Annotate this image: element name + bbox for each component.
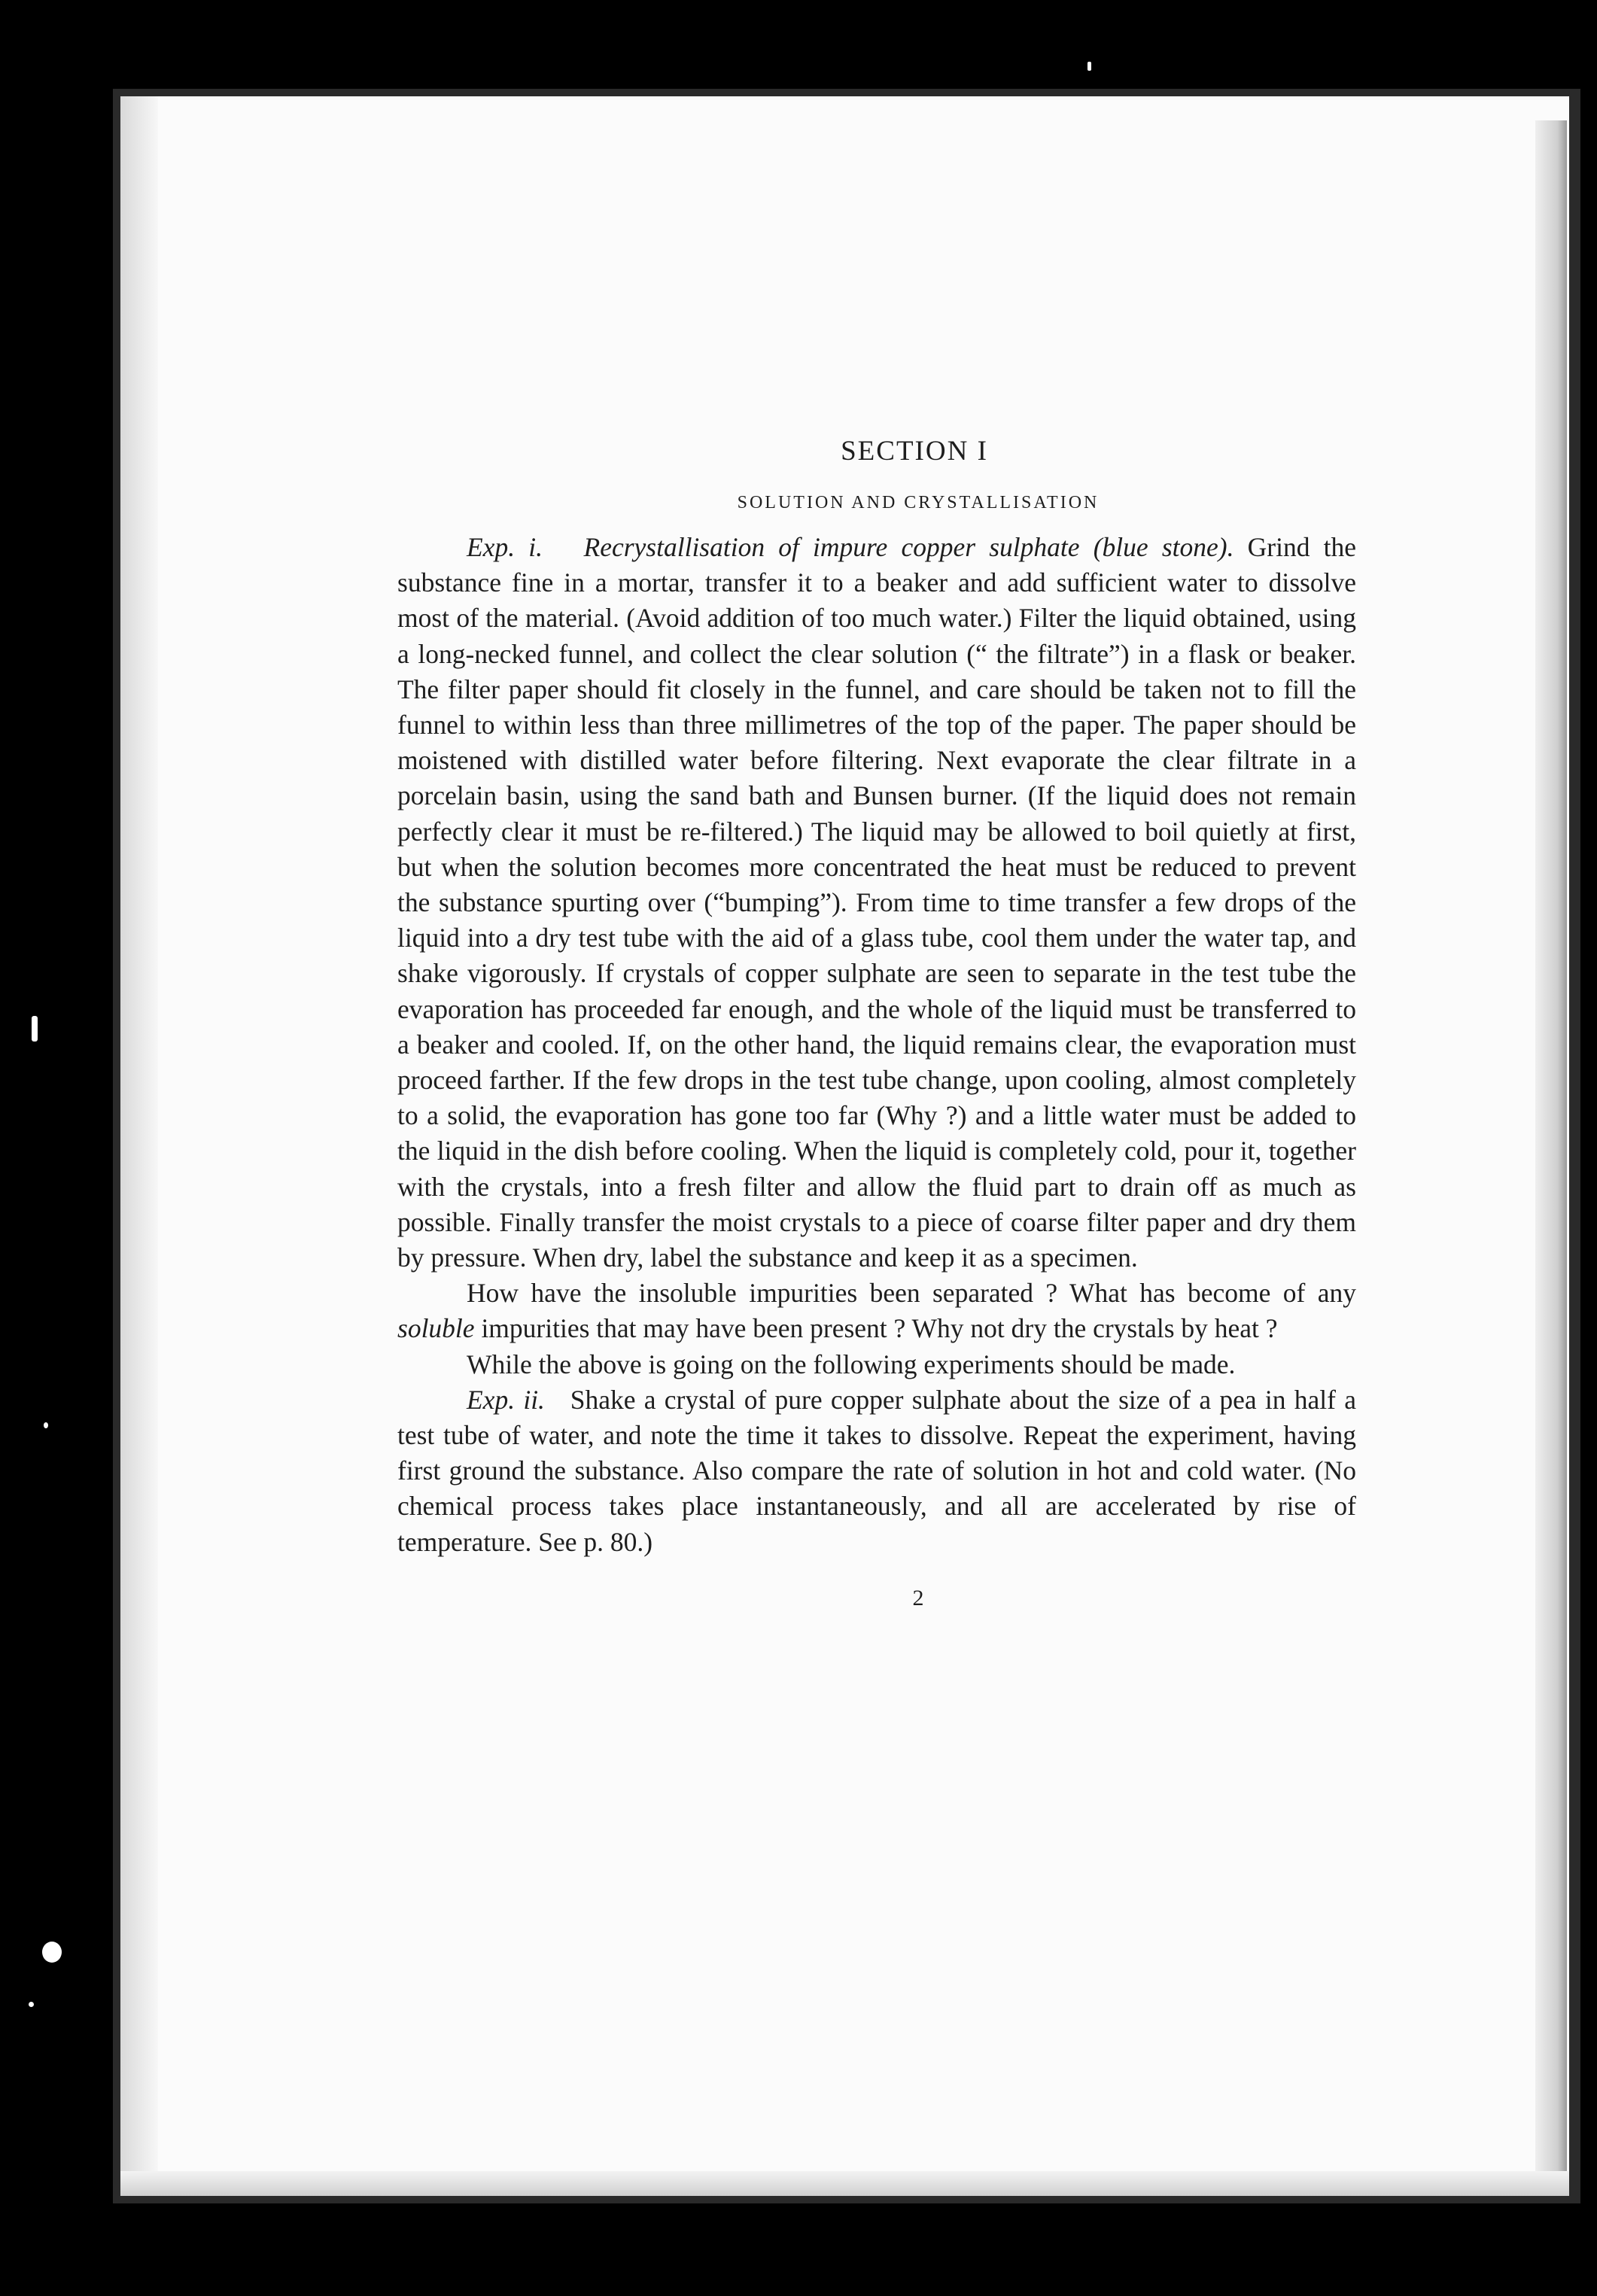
paragraph-exp-2 xyxy=(397,1382,1356,1560)
section-title: SECTION I xyxy=(841,436,988,467)
scan-speck xyxy=(1087,62,1091,71)
emphasis-word: soluble xyxy=(397,1313,475,1344)
scan-speck xyxy=(32,1016,38,1042)
scan-speck xyxy=(42,1942,62,1963)
section-subtitle: SOLUTION AND CRYSTALLISATION xyxy=(737,493,1100,512)
experiment-label: Exp. ii. xyxy=(467,1384,545,1415)
note-text: While the above is going on the following experiments should be made. xyxy=(467,1349,1236,1379)
paragraph-exp-1 xyxy=(397,530,1356,1276)
paragraph-note xyxy=(397,1347,1356,1382)
page-gutter-left xyxy=(120,96,158,2196)
experiment-label: Exp. i. xyxy=(467,532,543,562)
experiment-heading: Recrystallisation of impure copper sulphate xyxy=(583,532,1080,562)
experiment-heading-note: (blue stone). xyxy=(1093,532,1234,562)
paragraph-questions xyxy=(397,1276,1356,1346)
question-text-end: impurities that may have been present ? Why not dry the crystals by heat ? xyxy=(481,1313,1278,1344)
page-edge-bottom xyxy=(120,2171,1569,2196)
page-content xyxy=(397,435,1356,1611)
question-text-start: How have the insoluble impurities been separated ? What has become of any xyxy=(467,1278,1356,1309)
page-number: 2 xyxy=(912,1585,924,1610)
scan-speck xyxy=(44,1422,48,1428)
scan-speck xyxy=(29,2002,34,2007)
page-edge-right xyxy=(1535,120,1567,2182)
experiment-text: Grind the substance fine in a mortar, transfer it to a beaker and add sufficient water to dissolve most of the material. (Avoid addition of too much water.) Filter the liquid obtained, using a long-necked funnel, and collect the clear solution (“ the filtrate”) in a flask or beaker. The filter paper should fit closely in the funnel, and care should be taken not to fill the funnel to within less than three millimetres of the top of the paper. The paper should be moistened with distilled water before filtering. Next evaporate the clear filtrate in a porcelain basin, using the sand bath and Bunsen burner. (If the liquid does not remain perfectly clear it must be re-filtered.) The liquid may be allowed to boil quietly at first, but when the solution becomes more concentrated the heat must be reduced to prevent the substance spurting over (“bumping”). From time to time transfer a few drops of the liquid into a dry test tube with the aid of a glass tube, cool them under the water tap, and shake vigorously. If crystals of copper sulphate are seen to separate in the test tube the evaporation has proceeded far enough, and the whole of the liquid must be transferred to a beaker and cooled. If, on the other hand, the liquid remains clear, the evaporation must proceed farther. If the few drops in the test tube change, upon cooling, almost completely to a solid, the evaporation has gone too far (Why ?) and a little water must be added to the liquid in the dish before cooling. When the liquid is completely cold, pour it, together with the crystals, into a fresh filter and allow the fluid part to drain off as much as possible. Finally transfer the moist crystals to a piece of coarse filter paper and dry them by pressure. When dry, label the substance and keep it as a specimen. xyxy=(397,532,1357,1273)
experiment-text: Shake a crystal of pure copper sulphate about the size of a pea in half a test tube of water, and note the time it takes to dissolve. Repeat the experiment, having first ground the substance. Also compare the rate of solution in hot and cold water. (No chemical process takes place instantaneously, and all are accelerated by rise of temperature. See p. 80.) xyxy=(397,1384,1357,1557)
body-text xyxy=(397,530,1356,1560)
